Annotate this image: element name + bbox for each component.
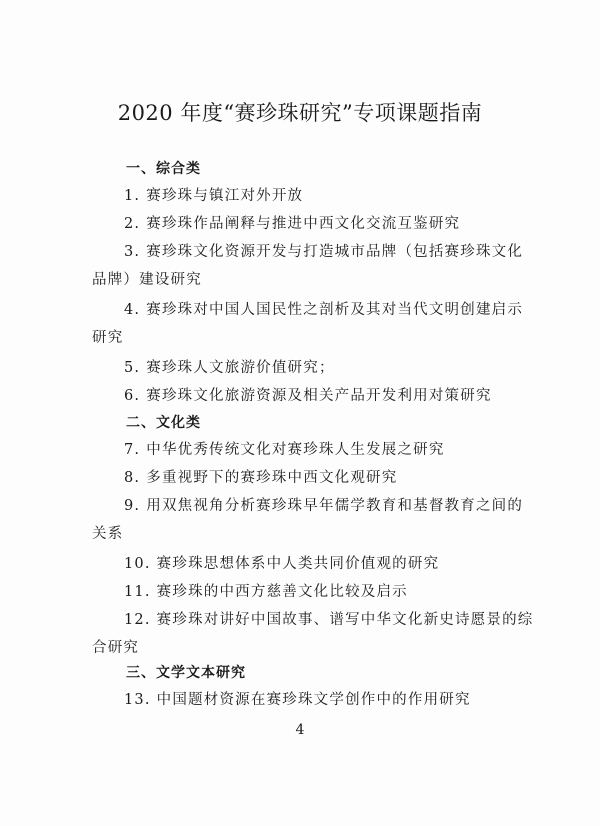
item-text: 赛珍珠思想体系中人类共同价值观的研究	[156, 556, 440, 572]
page-title: 2020 年度“赛珍珠研究”专项课题指南	[117, 101, 483, 125]
item-text: 赛珍珠的中西方慈善文化比较及启示	[156, 584, 408, 600]
item-text: 赛珍珠对中国人国民性之剖析及其对当代文明创建启示研究	[92, 302, 524, 346]
section-heading-literary-text: 三、文学文本研究	[126, 665, 246, 681]
item-text: 中国题材资源在赛珍珠文学创作中的作用研究	[156, 692, 471, 708]
list-item	[92, 686, 537, 714]
item-text: 赛珍珠文化旅游资源及相关产品开发利用对策研究	[146, 388, 492, 404]
list-item	[92, 182, 537, 210]
item-text: 中华优秀传统文化对赛珍珠人生发展之研究	[146, 442, 445, 458]
item-text: 赛珍珠人文旅游价值研究；	[146, 360, 335, 376]
list-item	[92, 578, 537, 606]
list-item	[92, 436, 537, 464]
list-item	[92, 296, 537, 352]
item-text: 赛珍珠作品阐释与推进中西文化交流互鉴研究	[146, 216, 461, 232]
item-text: 赛珍珠与镇江对外开放	[146, 188, 304, 204]
list-item	[92, 210, 537, 238]
list-item	[92, 238, 537, 294]
list-item	[92, 354, 537, 382]
section-heading-comprehensive: 一、综合类	[126, 161, 201, 177]
section-heading-culture: 二、文化类	[126, 415, 201, 431]
item-number: 13.	[124, 692, 151, 708]
list-item	[92, 550, 537, 578]
item-number: 5.	[124, 360, 141, 376]
list-item	[92, 464, 537, 492]
item-number: 10.	[124, 556, 151, 572]
item-number: 12.	[124, 612, 151, 628]
item-text: 用双焦视角分析赛珍珠早年儒学教育和基督教育之间的关系	[92, 498, 524, 542]
item-number: 4.	[124, 302, 141, 318]
list-item	[92, 382, 537, 410]
item-number: 9.	[124, 498, 141, 514]
item-number: 11.	[124, 584, 151, 600]
list-item	[92, 606, 537, 662]
item-number: 7.	[124, 442, 141, 458]
item-text: 赛珍珠对讲好中国故事、谱写中华文化新史诗愿景的综合研究	[92, 612, 534, 656]
item-number: 2.	[124, 216, 141, 232]
item-text: 赛珍珠文化资源开发与打造城市品牌（包括赛珍珠文化品牌）建设研究	[92, 244, 524, 288]
list-item	[92, 492, 537, 548]
item-number: 8.	[124, 470, 141, 486]
item-number: 3.	[124, 244, 141, 260]
item-text: 多重视野下的赛珍珠中西文化观研究	[146, 470, 398, 486]
page-number: 4	[295, 722, 305, 738]
item-number: 6.	[124, 388, 141, 404]
item-number: 1.	[124, 188, 141, 204]
